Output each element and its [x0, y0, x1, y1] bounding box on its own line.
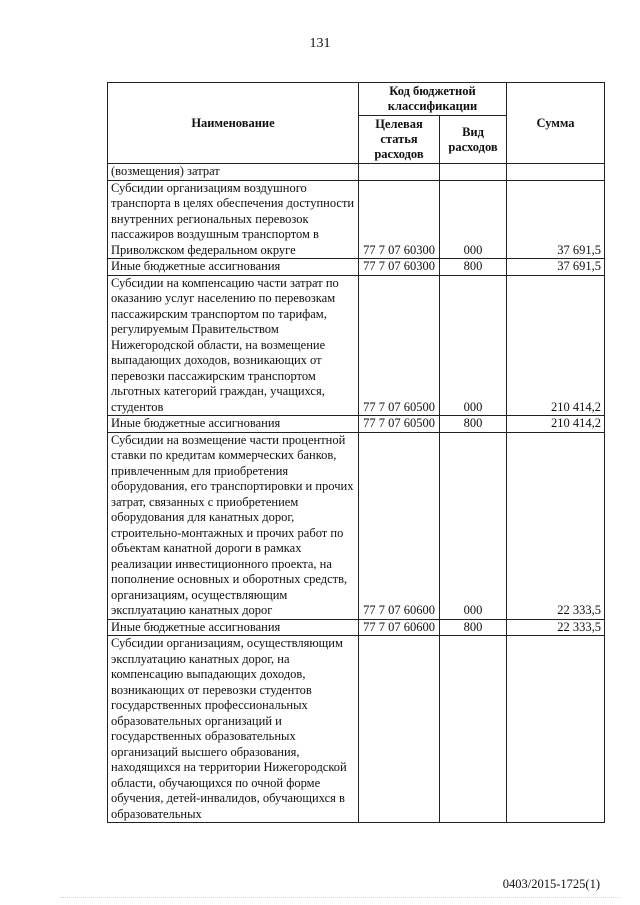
scan-edge — [60, 897, 620, 902]
row-kind-cell: 000 — [440, 275, 507, 416]
table-row — [108, 416, 605, 433]
table-row — [108, 275, 605, 416]
row-sum-cell: 37 691,5 — [507, 180, 605, 259]
row-name-cell: Иные бюджетные ассигнования — [108, 619, 359, 636]
budget-table — [107, 82, 605, 823]
row-code-cell: 77 7 07 60300 — [359, 180, 440, 259]
row-code-cell — [359, 636, 440, 823]
header-target-item: Целевая статья расходов — [359, 116, 440, 164]
header-expense-type: Вид расходов — [440, 116, 507, 164]
document-code: 0403/2015-1725(1) — [502, 877, 600, 891]
table-body — [108, 164, 605, 823]
row-kind-cell: 000 — [440, 432, 507, 619]
row-sum-cell: 22 333,5 — [507, 432, 605, 619]
row-sum-cell: 22 333,5 — [507, 619, 605, 636]
row-name-cell: Иные бюджетные ассигнования — [108, 259, 359, 276]
row-code-cell: 77 7 07 60600 — [359, 619, 440, 636]
row-code-cell — [359, 164, 440, 181]
row-code-cell: 77 7 07 60600 — [359, 432, 440, 619]
row-sum-cell — [507, 164, 605, 181]
table-row — [108, 180, 605, 259]
row-name-cell: (возмещения) затрат — [108, 164, 359, 181]
row-kind-cell: 800 — [440, 259, 507, 276]
row-sum-cell: 210 414,2 — [507, 416, 605, 433]
row-code-cell: 77 7 07 60300 — [359, 259, 440, 276]
row-code-cell: 77 7 07 60500 — [359, 416, 440, 433]
row-name-cell: Иные бюджетные ассигнования — [108, 416, 359, 433]
row-name-cell: Субсидии на возмещение части процентной ставки по кредитам коммерческих банков, привлеченным для приобретения оборудования, его транспортировки и прочих затрат, связанных с приобретением оборудования для канатных дорог, строительно-монтажных и прочих работ по объектам канатной дороги в рамках реализации инвестиционного проекта, на пополнение основных и оборотных средств, организациям, осуществляющим эксплуатацию канатных дорог — [108, 432, 359, 619]
row-kind-cell: 800 — [440, 416, 507, 433]
row-kind-cell: 800 — [440, 619, 507, 636]
row-name-cell: Субсидии на компенсацию части затрат по оказанию услуг населению по перевозкам пассажирским транспортом по тарифам, регулируемым Правительством Нижегородской области, на возмещение выпадающих доходов, возникающих от перевозки пассажирским транспортом льготных категорий граждан, учащихся, студентов — [108, 275, 359, 416]
header-name: Наименование — [108, 83, 359, 164]
row-name-cell: Субсидии организациям, осуществляющим эксплуатацию канатных дорог, на компенсацию выпадающих доходов, возникающих от перевозки студентов государственных профессиональных образовательных организаций и государственных образовательных организаций высшего образования, находящихся на территории Нижегородской области, обучающихся по очной форме обучения, детей-инвалидов, обучающихся в образовательных — [108, 636, 359, 823]
table-row — [108, 619, 605, 636]
header-amount: Сумма — [507, 83, 605, 164]
row-sum-cell: 210 414,2 — [507, 275, 605, 416]
header-budget-code: Код бюджетной классификации — [359, 83, 507, 116]
row-name-cell: Субсидии организациям воздушного транспорта в целях обеспечения доступности внутренних региональных перевозок пассажиров воздушным транспортом в Приволжском федеральном округе — [108, 180, 359, 259]
table-row — [108, 259, 605, 276]
page-number: 131 — [309, 36, 331, 51]
table-row — [108, 432, 605, 619]
row-kind-cell — [440, 164, 507, 181]
row-kind-cell — [440, 636, 507, 823]
row-sum-cell: 37 691,5 — [507, 259, 605, 276]
row-sum-cell — [507, 636, 605, 823]
row-code-cell: 77 7 07 60500 — [359, 275, 440, 416]
table-row — [108, 164, 605, 181]
row-kind-cell: 000 — [440, 180, 507, 259]
table-row — [108, 636, 605, 823]
